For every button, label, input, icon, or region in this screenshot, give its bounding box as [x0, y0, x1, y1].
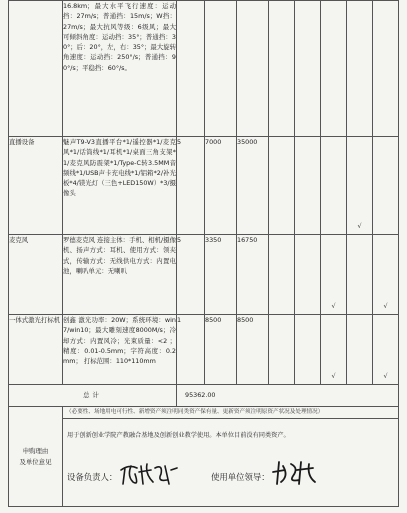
table-row [9, 235, 399, 315]
reason-label-line1: 申购理由 [22, 447, 49, 456]
check-cell [269, 315, 295, 385]
category-cell: 直播设备 [9, 137, 63, 235]
check-cell [347, 1, 373, 137]
check-cell [373, 137, 399, 235]
reason-note: （必要性、场地用电可行性、新增资产须注明同类资产保有量、更新资产须注明原资产状况及处理情况） [63, 407, 398, 419]
total-row [9, 385, 399, 407]
check-cell [269, 235, 295, 315]
check-cell: √ [321, 315, 347, 385]
category-cell [9, 1, 63, 137]
check-cell: √ [321, 235, 347, 315]
check-cell [373, 1, 399, 137]
signature-area [63, 440, 398, 496]
description-cell: 16.8km；最大水平飞行速度：运动挡：27m/s；普通挡：15m/s；W挡：27m/s；最大抗风等级：6级风；最大可倾斜角度：运动挡：35°；普通挡：30°；后：20°，左，右：35°；最大旋转角速度：运动挡：250°/s；普通挡：90°/s；平稳挡：60°/s。 [63, 1, 177, 137]
check-cell [295, 137, 321, 235]
check-cell: √ [373, 315, 399, 385]
check-cell [347, 315, 373, 385]
amount-cell: 16750 [237, 235, 269, 315]
check-cell [295, 315, 321, 385]
amount-cell: 35000 [237, 137, 269, 235]
reason-label [9, 407, 63, 507]
equipment-owner-label: 设备负责人： [67, 472, 118, 482]
quantity-cell [177, 1, 205, 137]
quantity-cell: 5 [177, 137, 205, 235]
quantity-cell: 1 [177, 315, 205, 385]
reason-purpose: 用于创新创业学院产教融合基地及创新创业教学使用。本单位目前没有同类资产。 [67, 432, 290, 439]
unit-leader-signature [269, 458, 321, 488]
check-cell: √ [347, 137, 373, 235]
unit-leader-label: 使用单位领导： [211, 472, 270, 482]
description-cell: 罗德麦克风 连接主体：手机、相机/摄像机、扬声方式：耳机、使用方式：领夹式，传输方式：无线供电方式：内置电池，喇叭单元：无喇叭 [63, 235, 177, 315]
unit-price-cell: 7000 [205, 137, 237, 235]
total-label: 总计 [9, 385, 177, 407]
table-row [9, 315, 399, 385]
check-cell [321, 1, 347, 137]
description-cell: 魅声T9-V3直播平台*1/遥控器*1/麦克风*1/话筒线*1/耳机*1/桌面三角支架*1/麦克风防震架*1/Type-C转3.5MM音频线*1/USB声卡充电线*1/铝箱*2/补光板*4/镁光灯（三色+LED150W）*3/摄像头 [63, 137, 177, 235]
category-cell: 一体式激光打标机 [9, 315, 63, 385]
table-row [9, 1, 399, 137]
unit-price-cell [205, 1, 237, 137]
total-value [177, 385, 399, 407]
check-cell [295, 1, 321, 137]
check-cell: √ [373, 235, 399, 315]
quantity-cell: 5 [177, 235, 205, 315]
amount-cell: 8500 [237, 315, 269, 385]
check-cell [269, 1, 295, 137]
total-amount: 95362.00 [185, 391, 216, 400]
check-cell [269, 137, 295, 235]
check-cell [347, 235, 373, 315]
check-cell [321, 137, 347, 235]
amount-cell [237, 1, 269, 137]
table-row [9, 137, 399, 235]
equipment-table [8, 0, 399, 507]
reason-label-line2: 及单位意见 [19, 457, 52, 466]
reason-content [63, 407, 399, 507]
equipment-owner-signature [117, 460, 179, 488]
category-cell: 麦克风 [9, 235, 63, 315]
purchase-request-form [8, 0, 398, 513]
unit-price-cell: 8500 [205, 315, 237, 385]
description-cell: 创鑫 激光功率：20W；系统环境：win7/win10；最大雕刻速度8000M/s；冷却方式：内置风冷；光束质量：<2 ；精度：0.01-0.5mm；字符高度：0.2mm； 打标范围：110*110mm [63, 315, 177, 385]
reason-row [9, 407, 399, 507]
unit-price-cell: 3350 [205, 235, 237, 315]
check-cell [295, 235, 321, 315]
